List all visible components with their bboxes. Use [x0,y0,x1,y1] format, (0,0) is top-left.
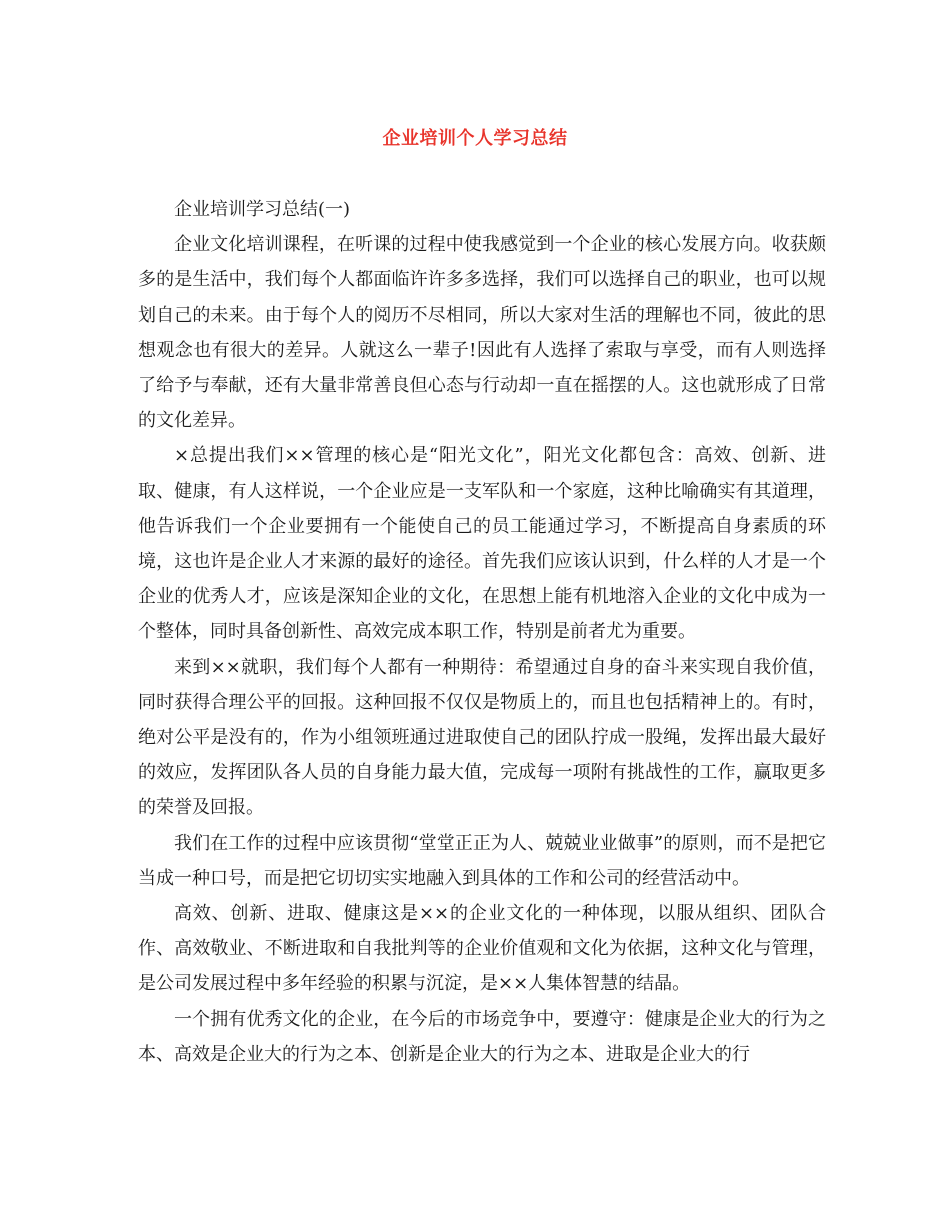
paragraph: 高效、创新、进取、健康这是××的企业文化的一种体现，以服从组织、团队合作、高效敬业、不断进取和自我批判等的企业价值观和文化为依据，这种文化与管理，是公司发展过程中多年经验的积累与沉淀，是××人集体智慧的结晶。 [138,903,826,995]
paragraph: 来到××就职，我们每个人都有一种期待：希望通过自身的奋斗来实现自我价值，同时获得合理公平的回报。这种回报不仅仅是物质上的，而且也包括精神上的。有时，绝对公平是没有的，作为小组领班通过进取使自己的团队拧成一股绳，发挥出最大最好的效应，发挥团队各人员的自身能力最大值，完成每一项附有挑战性的工作，赢取更多的荣誉及回报。 [138,656,826,819]
document-body [138,192,826,1072]
paragraph: 一个拥有优秀文化的企业，在今后的市场竞争中，要遵守：健康是企业大的行为之本、高效是企业大的行为之本、创新是企业大的行为之本、进取是企业大的行 [138,1008,826,1065]
section-heading: 企业培训学习总结(一) [174,199,351,220]
paragraph: ×总提出我们××管理的核心是“阳光文化”，阳光文化都包含：高效、创新、进取、健康，有人这样说，一个企业应是一支军队和一个家庭，这种比喻确实有其道理，他告诉我们一个企业要拥有一个能使自己的员工能通过学习，不断提高自身素质的环境，这也许是企业人才来源的最好的途径。首先我们应该认识到，什么样的人才是一个企业的优秀人才，应该是深知企业的文化，在思想上能有机地溶入企业的文化中成为一个整体，同时具备创新性、高效完成本职工作，特别是前者尤为重要。 [138,445,826,643]
paragraph: 我们在工作的过程中应该贯彻“堂堂正正为人、兢兢业业做事”的原则，而不是把它当成一种口号，而是把它切切实实地融入到具体的工作和公司的经营活动中。 [138,832,826,889]
document-title: 企业培训个人学习总结 [382,128,568,149]
paragraph: 企业文化培训课程，在听课的过程中使我感觉到一个企业的核心发展方向。收获颇多的是生活中，我们每个人都面临许许多多选择，我们可以选择自己的职业，也可以规划自己的未来。由于每个人的阅历不尽相同，所以大家对生活的理解也不同，彼此的思想观念也有很大的差异。人就这么一辈子!因此有人选择了索取与享受，而有人则选择了给予与奉献，还有大量非常善良但心态与行动却一直在摇摆的人。这也就形成了日常的文化差异。 [138,234,826,432]
